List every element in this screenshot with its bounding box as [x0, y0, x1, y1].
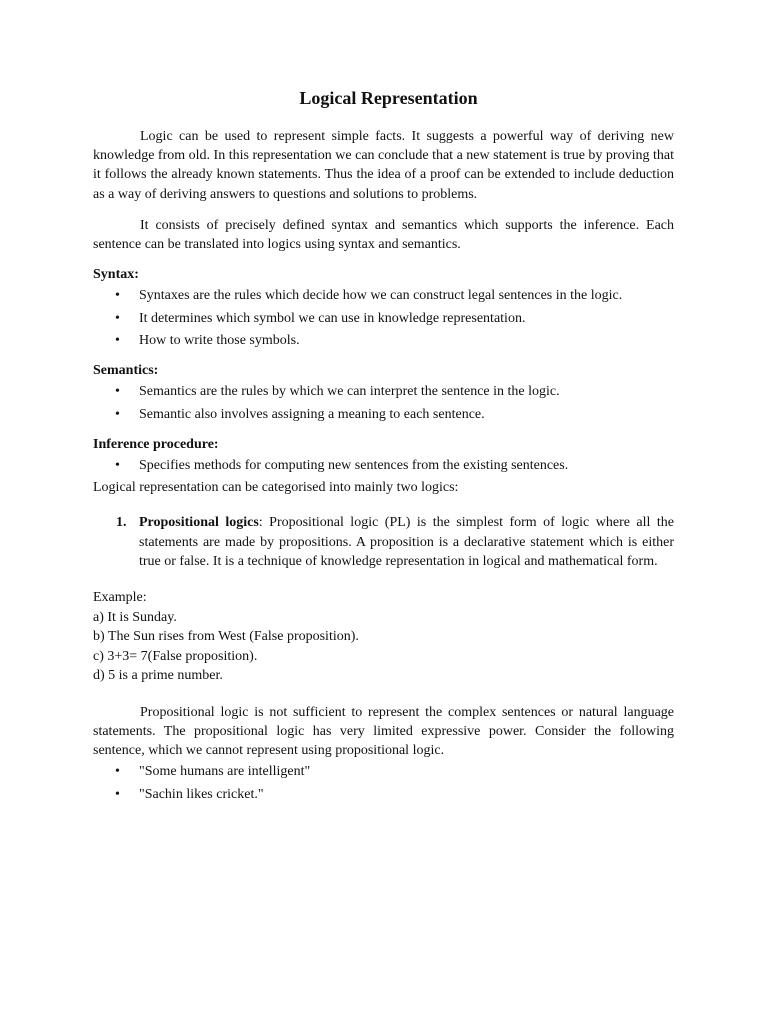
list-item: [93, 309, 674, 328]
list-item: [93, 785, 674, 804]
bullet-icon: •: [115, 333, 120, 349]
list-item: [93, 331, 674, 350]
example-sentences-list: [93, 762, 674, 804]
bullet-icon: •: [115, 288, 120, 304]
propositional-logic-item: [93, 513, 674, 571]
list-item: [93, 456, 674, 475]
list-item-text: How to write those symbols.: [139, 333, 300, 349]
list-item: [93, 762, 674, 781]
list-item-text: Syntaxes are the rules which decide how we can construct legal sentences in the logic.: [139, 288, 623, 304]
intro-paragraph-1: Logic can be used to represent simple facts. It suggests a powerful way of deriving new knowledge from old. In this representation we can conclude that a new statement is true by proving that it follows the already known statements. Thus the idea of a proof can be extended to include deduction as a way of deriving answers to questions and solutions to problems.: [93, 129, 674, 202]
example-line: b) The Sun rises from West (False proposition).: [93, 629, 359, 645]
example-line: a) It is Sunday.: [93, 609, 177, 625]
semantics-heading: Semantics:: [93, 363, 159, 379]
list-item-text: It determines which symbol we can use in knowledge representation.: [139, 310, 526, 326]
list-item-text: "Sachin likes cricket.": [139, 786, 264, 802]
pl-limitation-paragraph: Propositional logic is not sufficient to represent the complex sentences or natural language statements. The propositional logic has very limited expressive power. Consider the following sentence, which we cannot represent using propositional logic.: [93, 704, 674, 758]
list-item-text: Specifies methods for computing new sentences from the existing sentences.: [139, 457, 569, 473]
example-heading: Example:: [93, 590, 147, 606]
categorised-line: Logical representation can be categorised into mainly two logics:: [93, 480, 459, 496]
bullet-icon: •: [115, 406, 120, 422]
item-number: 1.: [116, 515, 127, 531]
list-item-text: Semantics are the rules by which we can interpret the sentence in the logic.: [139, 384, 560, 400]
semantics-list: [93, 382, 674, 424]
syntax-heading: Syntax:: [93, 267, 139, 283]
list-item: [93, 286, 674, 305]
list-item: [93, 405, 674, 424]
list-item: [93, 382, 674, 401]
document-page: [93, 86, 674, 807]
example-block: [93, 588, 674, 686]
list-item-text: "Some humans are intelligent": [139, 764, 311, 780]
inference-heading: Inference procedure:: [93, 436, 219, 452]
bullet-icon: •: [115, 310, 120, 326]
inference-list: [93, 456, 674, 475]
page-title: Logical Representation: [299, 88, 478, 108]
propositional-label: Propositional logics: [139, 515, 259, 531]
example-line: d) 5 is a prime number.: [93, 668, 223, 684]
bullet-icon: •: [115, 786, 120, 802]
example-line: c) 3+3= 7(False proposition).: [93, 648, 258, 664]
bullet-icon: •: [115, 457, 120, 473]
list-item-text: Semantic also involves assigning a meaning to each sentence.: [139, 406, 485, 422]
bullet-icon: •: [115, 764, 120, 780]
propositional-text: : Propositional logic (PL) is the simplest form of logic where all the statements are made by propositions. A proposition is a declarative statement which is either true or false. It is a technique of knowledge representation in logical and mathematical form.: [139, 515, 674, 569]
syntax-list: [93, 286, 674, 350]
bullet-icon: •: [115, 384, 120, 400]
intro-paragraph-2: It consists of precisely defined syntax and semantics which supports the inference. Each sentence can be translated into logics using syntax and semantics.: [93, 217, 674, 253]
